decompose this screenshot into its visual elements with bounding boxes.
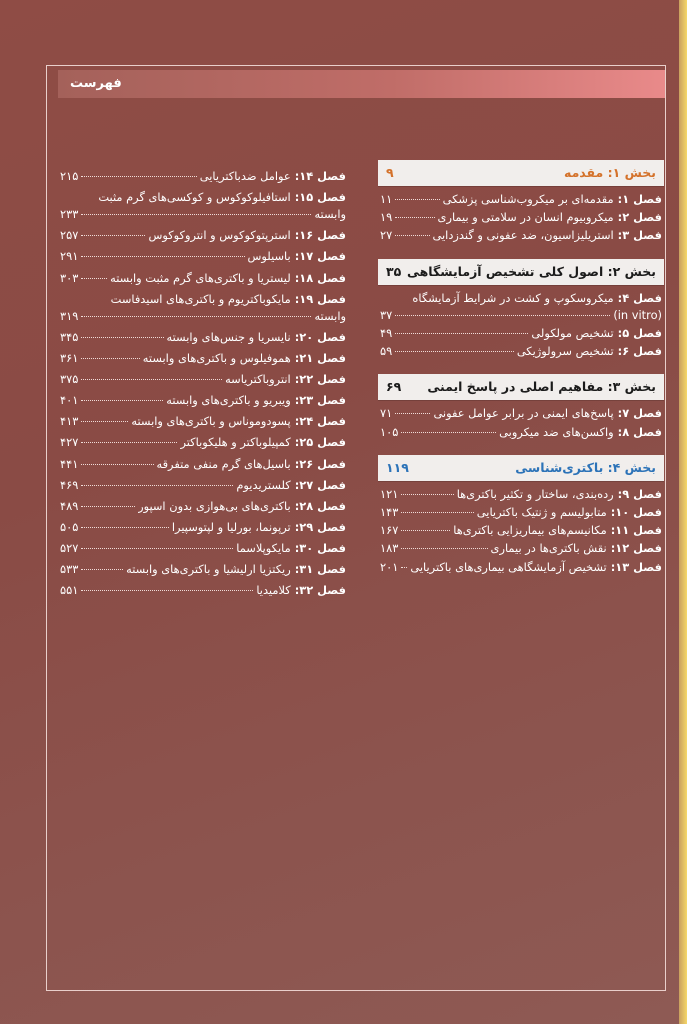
chapter-entry [58,189,348,223]
chapter-line [60,291,346,308]
dot-leader [81,278,107,279]
dot-leader [81,442,177,443]
chapter-page: ۳۰۳ [60,270,79,285]
dot-leader [401,512,473,513]
chapter-entry [378,486,664,503]
toc-section [378,455,664,576]
chapter-label: فصل ۱۵: [294,190,346,205]
chapter-entry [378,424,664,441]
chapter-title: رده‌بندی، ساختار و تکثیر باکتری‌ها [456,486,614,501]
chapter-title: استافیلوکوکوس و کوکسی‌های گرم مثبت [98,190,291,205]
chapter-entry [58,291,348,325]
dot-leader [401,548,487,549]
chapter-title: باسیل‌های گرم منفی متفرقه [156,456,291,471]
chapter-label: فصل ۲۱: [294,351,346,366]
chapter-label: فصل ۷: [617,406,662,421]
chapter-line [380,290,662,307]
chapter-title-cont: (in vitro) [613,307,662,322]
chapter-page: ۲۳۳ [60,207,79,222]
page-title: فهرست [70,76,122,91]
chapter-label: فصل ۲۴: [294,414,346,429]
chapter-title: لیستریا و باکتری‌های گرم مثبت وابسته [110,270,291,285]
chapter-title: واکسن‌های ضد میکروبی [499,424,614,439]
chapter-title: ریکتزیا ارلیشیا و باکتری‌های وابسته [126,562,291,576]
chapter-label: فصل ۱۹: [294,291,346,306]
chapter-title: هموفیلوس و باکتری‌های وابسته [142,351,291,366]
chapter-page: ۱۹ [380,210,393,225]
chapter-entry [58,270,348,287]
chapter-entry [58,582,348,599]
dot-leader [395,235,429,236]
dot-leader [395,351,514,352]
chapter-entry [378,504,664,521]
toc-section [378,374,664,440]
chapter-page: ۵۵۱ [60,583,79,598]
chapter-page: ۴۶۹ [60,477,79,492]
chapter-title: کلامیدیا [256,583,291,598]
chapter-entry [58,498,348,515]
chapter-continuation [380,307,662,324]
chapter-label: فصل ۲۶: [294,456,346,471]
chapter-label: فصل ۲۲: [294,372,346,387]
chapter-entry [378,227,664,244]
chapter-label: فصل ۳۰: [294,540,346,555]
dot-leader [81,176,196,177]
section-title: بخش ۳: مفاهیم اصلی در پاسخ ایمنی [427,379,656,395]
chapter-title: استریلیزاسیون، ضد عفونی و گندزدایی [432,228,614,243]
dot-leader [81,527,169,528]
chapter-label: فصل ۱۸: [294,270,346,285]
toc-section [378,160,664,245]
chapter-label: فصل ۱: [617,192,662,206]
dot-leader [81,485,233,486]
chapter-label: فصل ۲: [617,210,662,225]
chapter-page: ۱۲۱ [380,486,399,501]
chapter-entry [58,413,348,430]
chapter-title: تشخیص مولکولی [531,326,614,341]
title-band [58,70,665,98]
chapter-entry [378,540,664,557]
chapter-entry [378,290,664,324]
chapter-title: پاسخ‌های ایمنی در برابر عوامل عفونی [433,406,614,421]
dot-leader [81,337,163,338]
chapter-page: ۲۷ [380,228,393,243]
section-title: بخش ۴: باکتری‌شناسی [515,459,656,475]
chapter-title: مقدمه‌ای بر میکروب‌شناسی پزشکی [442,192,614,206]
chapter-label: فصل ۳۱: [294,562,346,576]
chapter-continuation [60,206,346,223]
dot-leader [395,333,528,334]
chapter-entry [378,209,664,226]
chapter-entry [378,559,664,576]
chapter-label: فصل ۱۱: [610,523,662,538]
chapter-page: ۴۹ [380,326,393,341]
section-header [378,455,664,481]
chapter-entry [58,371,348,388]
chapter-entry [378,522,664,539]
chapter-title-cont: وابسته [314,207,346,222]
toc-section [378,259,664,361]
chapter-entry [58,456,348,473]
chapter-entry [58,350,348,367]
chapter-entry [58,392,348,409]
dot-leader [81,379,222,380]
chapter-title: ویبریو و باکتری‌های وابسته [166,393,291,408]
dot-leader [81,400,163,401]
section-page: ۱۱۹ [386,459,409,475]
chapter-label: فصل ۸: [617,424,662,439]
chapter-title: مکانیسم‌های بیماریزایی باکتری‌ها [453,523,607,538]
chapter-entry [58,540,348,557]
chapter-page: ۴۴۱ [60,456,79,471]
chapter-entry [58,477,348,494]
chapter-label: فصل ۲۷: [294,477,346,492]
chapter-title: متابولیسم و ژنتیک باکتریایی [476,505,607,520]
chapter-line [60,189,346,206]
chapter-label: فصل ۱۲: [610,541,662,556]
chapter-entry [58,434,348,451]
dot-leader [81,316,311,317]
chapter-entry [378,325,664,342]
chapter-title: مایکوباکتریوم و باکتری‌های اسیدفاست [110,291,291,306]
chapter-title: میکروسکوپ و کشت در شرایط آزمایشگاه [412,290,614,305]
chapter-page: ۳۱۹ [60,308,79,323]
toc-right-column [378,160,664,590]
dot-leader [395,217,434,218]
chapter-label: فصل ۴: [617,290,662,305]
chapter-title: پسودوموناس و باکتری‌های وابسته [131,414,291,429]
chapter-page: ۱۶۷ [380,523,399,538]
chapter-label: فصل ۶: [617,344,662,359]
chapter-page: ۴۱۳ [60,414,79,429]
toc-left-column [58,168,348,603]
dot-leader [81,506,135,507]
section-header [378,374,664,400]
chapter-page: ۵۹ [380,344,393,359]
dot-leader [81,548,233,549]
chapter-page: ۷۱ [380,406,393,421]
chapter-label: فصل ۱۷: [294,249,346,264]
chapter-title: عوامل ضدباکتریایی [199,169,291,183]
section-header [378,160,664,186]
dot-leader [81,358,139,359]
section-page: ۹ [386,165,394,180]
chapter-page: ۵۳۳ [60,562,79,576]
chapter-label: فصل ۱۶: [294,228,346,243]
section-page: ۶۹ [386,379,402,395]
section-header [378,259,664,285]
chapter-label: فصل ۱۳: [610,559,662,574]
chapter-title: مایکوپلاسما [236,540,291,555]
chapter-label: فصل ۲۵: [294,435,346,450]
dot-leader [81,421,128,422]
chapter-page: ۲۵۷ [60,228,79,243]
dot-leader [81,569,123,570]
chapter-entry [58,329,348,346]
chapter-page: ۱۸۳ [380,541,399,556]
chapter-label: فصل ۲۹: [294,519,346,534]
chapter-page: ۲۱۵ [60,169,79,183]
dot-leader [81,256,244,257]
dot-leader [401,494,453,495]
chapter-page: ۳۷۵ [60,372,79,387]
chapter-page: ۳۴۵ [60,329,79,344]
chapter-label: فصل ۳۲: [294,583,346,598]
chapter-title-cont: وابسته [314,308,346,323]
chapter-page: ۵۰۵ [60,519,79,534]
dot-leader [395,315,610,316]
chapter-title: نقش باکتری‌ها در بیماری [490,541,607,556]
chapter-continuation [60,308,346,325]
chapter-label: فصل ۱۰: [610,505,662,520]
chapter-entry [58,248,348,265]
chapter-title: تشخیص سرولوژیکی [516,344,614,359]
chapter-page: ۴۲۷ [60,435,79,450]
chapter-label: فصل ۳: [617,228,662,243]
chapter-title: استرپتوکوکوس و انتروکوکوس [148,228,291,243]
dot-leader [81,235,145,236]
chapter-label: فصل ۲۳: [294,393,346,408]
chapter-entry [58,168,348,185]
dot-leader [395,413,430,414]
chapter-entry [378,343,664,360]
chapter-title: کلستریدیوم [236,477,291,492]
chapter-page: ۳۶۱ [60,351,79,366]
chapter-title: انتروباکتریاسه [225,372,291,387]
chapter-page: ۴۰۱ [60,393,79,408]
chapter-page: ۳۷ [380,307,393,322]
chapter-page: ۱۰۵ [380,424,399,439]
chapter-entry [378,191,664,208]
chapter-entry [58,561,348,578]
chapter-label: فصل ۵: [617,326,662,341]
chapter-label: فصل ۲۰: [294,329,346,344]
chapter-title: نایسریا و جنس‌های وابسته [166,329,291,344]
dot-leader [401,567,407,568]
chapter-title: باکتری‌های بی‌هوازی بدون اسپور [138,498,291,513]
chapter-page: ۱۴۳ [380,505,399,520]
dot-leader [81,464,153,465]
section-title: بخش ۲: اصول کلی تشخیص آزمایشگاهی [406,263,656,279]
chapter-entry [58,519,348,536]
dot-leader [81,590,253,591]
dot-leader [401,530,450,531]
chapter-title: ترپونما، بورلیا و لپتوسپیرا [171,519,291,534]
chapter-page: ۲۹۱ [60,249,79,264]
chapter-entry [378,405,664,422]
chapter-page: ۵۲۷ [60,540,79,555]
section-title: بخش ۱: مقدمه [563,165,656,180]
chapter-title: کمپیلوباکتر و هلیکوباکتر [180,435,291,450]
chapter-page: ۲۰۱ [380,559,399,574]
chapter-page: ۱۱ [380,192,393,206]
dot-leader [81,214,311,215]
section-page: ۳۵ [386,263,402,279]
dot-leader [401,432,496,433]
chapter-label: فصل ۱۴: [294,169,346,183]
chapter-title: باسیلوس [247,249,291,264]
chapter-entry [58,227,348,244]
book-edge [679,0,687,1024]
chapter-page: ۴۸۹ [60,498,79,513]
chapter-title: تشخیص آزمایشگاهی بیماری‌های باکتریایی [410,559,607,574]
dot-leader [395,199,439,200]
chapter-label: فصل ۲۸: [294,498,346,513]
chapter-title: میکروبیوم انسان در سلامتی و بیماری [437,210,614,225]
chapter-label: فصل ۹: [617,486,662,501]
